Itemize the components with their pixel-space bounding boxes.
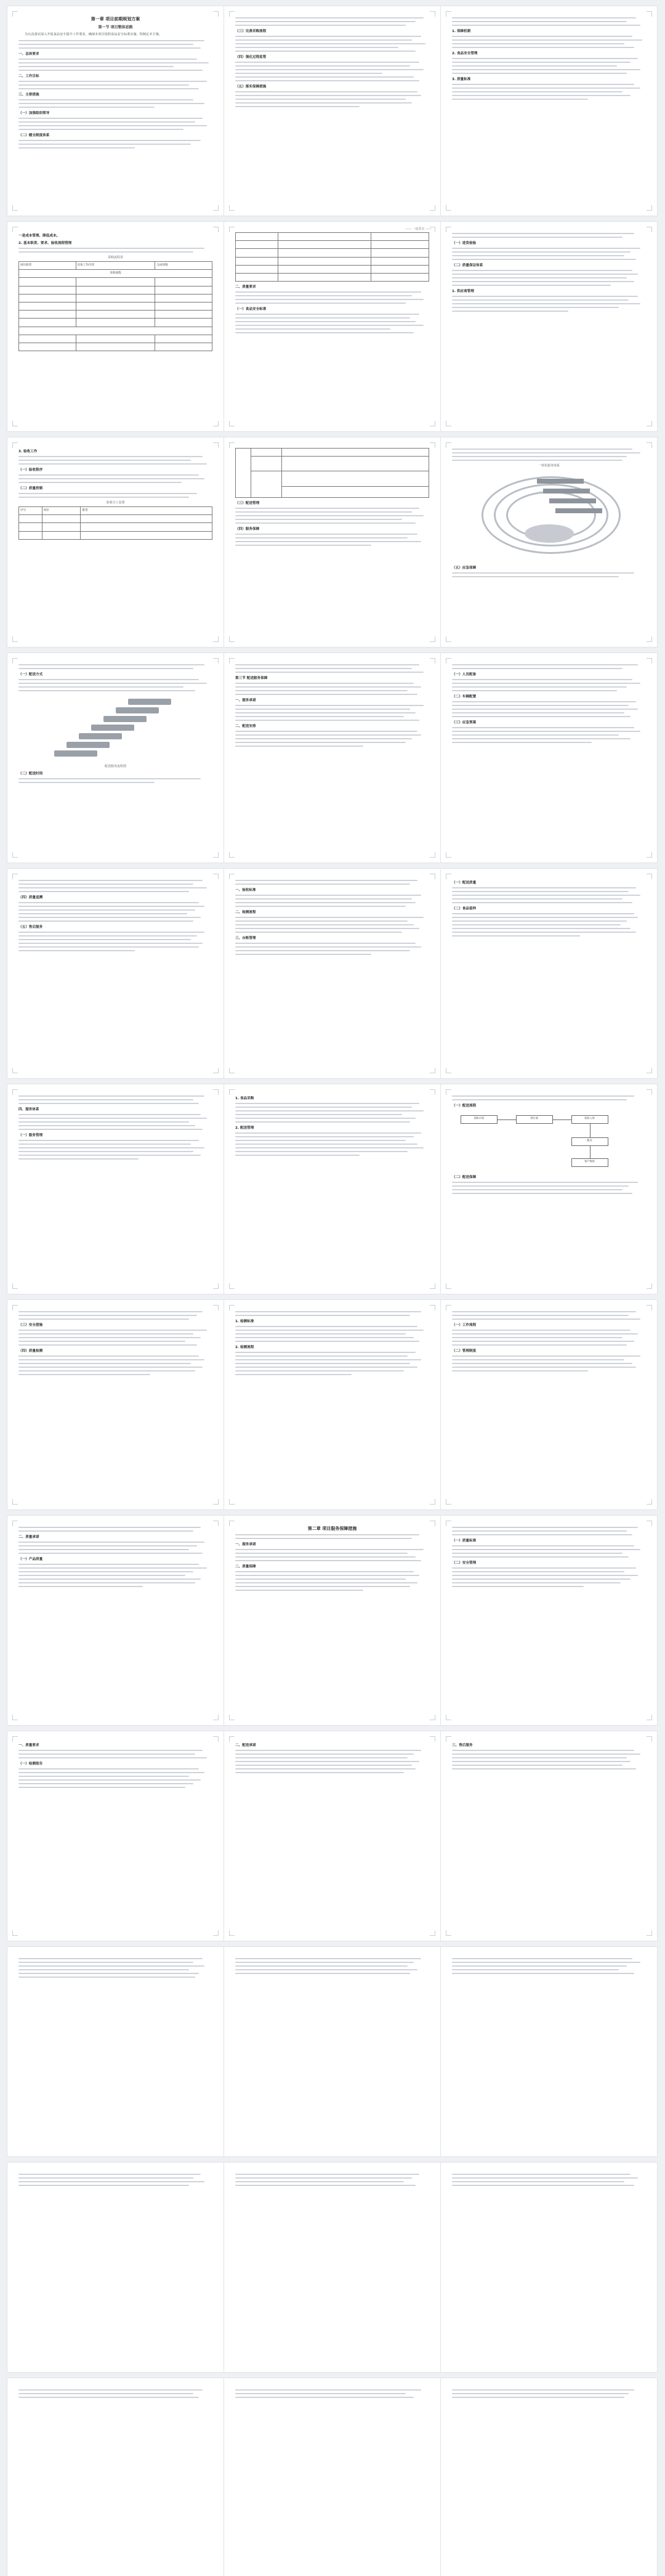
document-page[interactable]	[441, 1084, 657, 1294]
document-page[interactable]	[7, 1300, 224, 1509]
heading: （三）安全措施	[18, 1323, 43, 1327]
document-page[interactable]	[441, 653, 657, 863]
flow-node: 客户签收	[571, 1158, 608, 1167]
heading: 三、售后服务	[452, 1744, 473, 1747]
document-page[interactable]	[441, 222, 657, 431]
heading: （四）服务保障	[235, 527, 260, 531]
flow-node: 验收入库	[571, 1115, 608, 1124]
document-page[interactable]	[224, 653, 440, 863]
table-header: 职责	[81, 507, 212, 515]
requirements-table	[235, 232, 429, 282]
heading: （四）质量检测	[18, 1349, 43, 1353]
heading: （一）服务管理	[18, 1134, 43, 1137]
service-table	[235, 448, 429, 498]
heading: （二）质量控制	[18, 487, 43, 490]
heading: （五）落实保障措施	[235, 85, 267, 89]
page-row	[0, 222, 665, 431]
document-page[interactable]	[441, 1300, 657, 1509]
section-title: 第一节 项目整体思路	[98, 25, 133, 30]
document-page[interactable]	[441, 869, 657, 1078]
service-system-diagram	[457, 470, 642, 563]
heading: 一、质量要求	[18, 1744, 39, 1747]
document-page[interactable]	[224, 1084, 440, 1294]
heading: 一、服务承诺	[235, 699, 256, 702]
document-page[interactable]	[7, 2378, 224, 2576]
table-header: 序号	[19, 507, 42, 515]
document-page[interactable]	[441, 1947, 657, 2156]
document-page[interactable]	[224, 1947, 440, 2156]
heading: 一、总体要求	[18, 52, 39, 56]
document-page[interactable]	[224, 869, 440, 1078]
heading: 一是成本管理、降低成本。	[18, 234, 60, 238]
page-row	[0, 653, 665, 863]
heading: 2. 检测流程	[235, 1346, 254, 1349]
document-page[interactable]	[7, 1731, 224, 1941]
page-row	[0, 2378, 665, 2576]
document-page[interactable]	[7, 653, 224, 863]
heading: 二、质量要求	[235, 285, 256, 290]
document-page[interactable]	[224, 437, 440, 647]
page-row	[0, 1084, 665, 1294]
table-title: 采购流程表	[107, 256, 123, 259]
heading: （二）食品留样	[452, 907, 477, 911]
document-page[interactable]	[7, 869, 224, 1078]
acceptance-table	[18, 506, 212, 540]
heading: 一、服务承诺	[235, 1543, 256, 1546]
heading: （四）质量追溯	[18, 896, 43, 900]
heading: （一）配送质量	[452, 881, 477, 885]
heading: 一、验收标准	[235, 888, 256, 892]
heading: 二、配送承诺	[235, 1744, 256, 1747]
heading: 二、检测流程	[235, 911, 256, 914]
heading: （一）验收程序	[18, 468, 43, 472]
document-page[interactable]	[224, 1300, 440, 1509]
heading: 1. 供应商管理	[452, 290, 474, 293]
heading: 2. 食品安全管理	[452, 52, 478, 55]
process-flowchart	[457, 1110, 642, 1172]
heading: 四、服务体系	[18, 1108, 39, 1111]
heading: （一）加强组织领导	[18, 111, 50, 115]
document-page[interactable]	[224, 2378, 440, 2576]
heading: （一）检测报告	[18, 1762, 43, 1766]
heading: 三、台账管理	[235, 937, 256, 940]
page-row	[0, 1300, 665, 1509]
heading: （四）强化过程监管	[235, 55, 267, 59]
document-page[interactable]	[7, 437, 224, 647]
document-page[interactable]	[7, 6, 224, 216]
heading: （二）安全管理	[452, 1561, 477, 1565]
page-row	[0, 1731, 665, 1941]
heading: 二、配送安排	[235, 725, 256, 728]
document-page[interactable]	[224, 6, 440, 216]
heading: 1. 食品采购	[235, 1097, 254, 1100]
figure-caption: 配送服务流程图	[104, 765, 126, 768]
page-row	[0, 1516, 665, 1725]
page-tab-mark: —— 一般要求 ——	[405, 227, 432, 231]
heading: （三）完善采购流程	[235, 30, 267, 33]
heading: （二）管理制度	[452, 1349, 477, 1353]
page-row	[0, 437, 665, 647]
heading: （二）质量保证体系	[452, 264, 483, 267]
procurement-table	[18, 261, 212, 351]
heading: （一）进货检验	[452, 242, 477, 245]
document-page[interactable]	[7, 1084, 224, 1294]
document-page[interactable]	[441, 2378, 657, 2576]
flow-node: 供应商	[516, 1115, 553, 1124]
heading: （五）应急保障	[452, 566, 477, 570]
table-header: 岗位	[42, 507, 81, 515]
heading: （三）配送管理	[235, 501, 260, 505]
document-page[interactable]	[441, 1731, 657, 1941]
heading: 第三节 配送服务保障	[235, 677, 268, 680]
heading: 3. 质量标准	[452, 78, 471, 81]
delivery-flow-diagram	[42, 694, 190, 762]
heading: 3. 验收工作	[18, 450, 38, 453]
page-row	[0, 869, 665, 1078]
document-page[interactable]	[224, 222, 440, 431]
page-row	[0, 1947, 665, 2156]
document-page[interactable]	[441, 1516, 657, 1725]
document-page[interactable]	[441, 2163, 657, 2372]
heading: （三）应急预案	[452, 721, 477, 725]
figure-title: 一体化服务体系	[538, 464, 560, 468]
heading: 2. 基本职责、要求、验收流程管理	[18, 242, 72, 245]
heading: （一）配送方式	[18, 673, 43, 677]
document-page[interactable]	[441, 437, 657, 647]
heading: 1. 保障机制	[452, 30, 471, 33]
flow-node: 采购计划	[461, 1115, 498, 1124]
document-page[interactable]	[7, 1947, 224, 2156]
heading: 二、质量承诺	[18, 1535, 39, 1539]
document-page[interactable]	[224, 2163, 440, 2372]
heading: （一）配送流程	[452, 1104, 477, 1108]
heading: （一）食品安全标准	[235, 307, 267, 312]
document-page[interactable]	[224, 1731, 440, 1941]
heading: （一）人员配备	[452, 673, 477, 677]
chapter-title: 第二章 项目服务保障措施	[307, 1526, 357, 1531]
heading: 二、质量保障	[235, 1565, 256, 1569]
page-row	[0, 2163, 665, 2372]
heading: 二、工作目标	[18, 74, 39, 78]
document-page[interactable]	[7, 222, 224, 431]
heading: 三、主要措施	[18, 92, 39, 97]
heading: （二）健全制度体系	[18, 133, 50, 137]
heading: （一）工作流程	[452, 1323, 477, 1327]
paragraph: 为认真落实深入开展食品安全提升工作要求，确保本项目按照食品安全标准实施，特制定本方案。	[25, 33, 163, 36]
heading: 1. 检测标准	[235, 1320, 254, 1323]
table-subhead: 采购流程	[19, 270, 212, 278]
heading: （五）售后服务	[18, 925, 43, 929]
heading: （二）车辆配置	[452, 695, 477, 699]
chapter-title: 第一章 项目前期规划方案	[91, 17, 140, 22]
heading: 2. 配送管理	[235, 1126, 254, 1130]
heading: （一）质量标准	[452, 1539, 477, 1543]
heading: （一）产品质量	[18, 1558, 43, 1561]
heading: （二）配送保障	[452, 1176, 477, 1179]
document-page[interactable]	[7, 1516, 224, 1725]
page-row	[0, 6, 665, 216]
table-header: 完成时限	[155, 262, 212, 270]
table-header: 具体工作内容	[76, 262, 155, 270]
document-page[interactable]	[441, 6, 657, 216]
flow-node: 配送	[571, 1137, 608, 1146]
table-header: 岗位职责	[19, 262, 76, 270]
document-page[interactable]	[7, 2163, 224, 2372]
heading: （二）配送时间	[18, 772, 43, 776]
document-page[interactable]	[224, 1516, 440, 1725]
table-title: 验收分工安排	[106, 501, 125, 505]
